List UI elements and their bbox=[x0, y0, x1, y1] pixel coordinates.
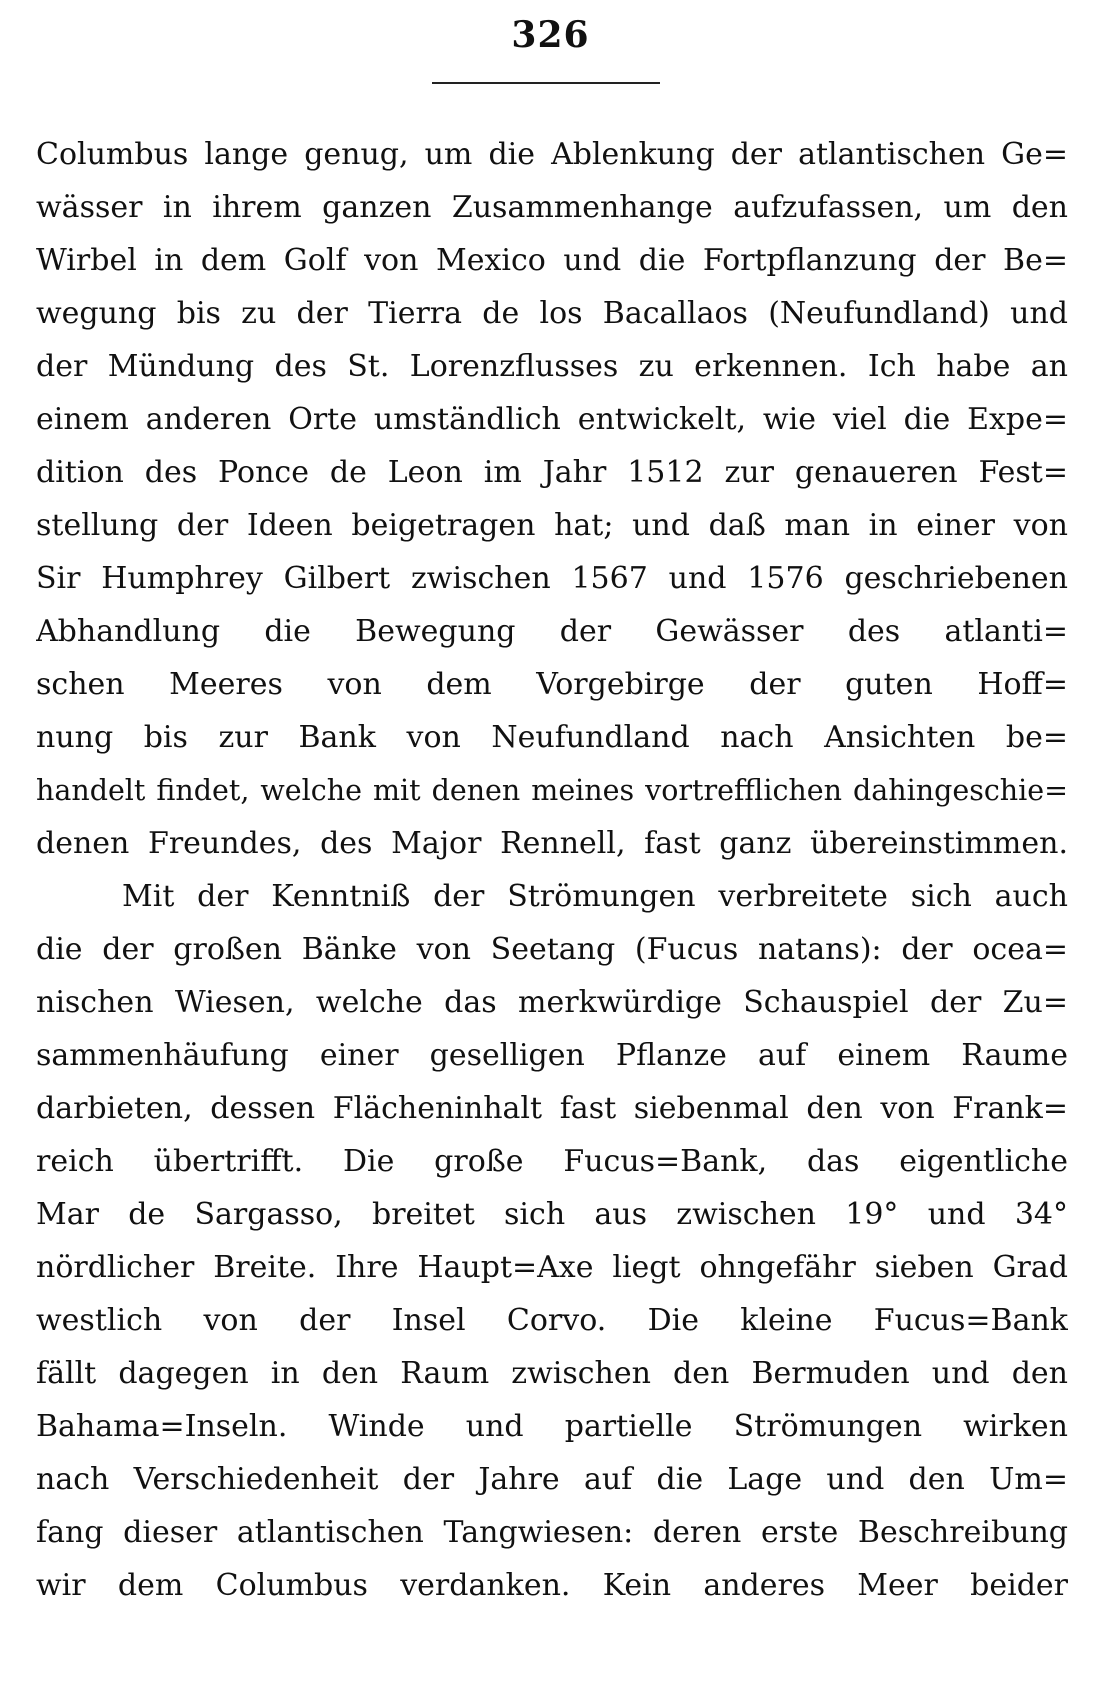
text-line: der Mündung des St. Lorenzflusses zu erkennen. Ich habe an bbox=[36, 349, 1068, 384]
text-line: Bahama=Inseln. Winde und partielle Strömungen wirken bbox=[36, 1409, 1068, 1444]
text-line: Wirbel in dem Golf von Mexico und die Fortpflanzung der Be= bbox=[36, 243, 1068, 278]
text-line: dition des Ponce de Leon im Jahr 1512 zur genaueren Fest= bbox=[36, 455, 1068, 490]
text-line: Abhandlung die Bewegung der Gewässer des atlanti= bbox=[36, 614, 1068, 649]
text-line: Mar de Sargasso, breitet sich aus zwischen 19° und 34° bbox=[36, 1197, 1068, 1232]
text-line: darbieten, dessen Flächeninhalt fast siebenmal den von Frank= bbox=[36, 1091, 1068, 1126]
text-line: nischen Wiesen, welche das merkwürdige Schauspiel der Zu= bbox=[36, 985, 1068, 1020]
body-text bbox=[36, 128, 1068, 1612]
text-line: stellung der Ideen beigetragen hat; und daß man in einer von bbox=[36, 508, 1068, 543]
text-line: Columbus lange genug, um die Ablenkung der atlantischen Ge= bbox=[36, 137, 1068, 172]
text-line: reich übertrifft. Die große Fucus=Bank, das eigentliche bbox=[36, 1144, 1068, 1179]
text-line: westlich von der Insel Corvo. Die kleine Fucus=Bank bbox=[36, 1303, 1068, 1338]
header-rule bbox=[432, 82, 660, 84]
text-line: die der großen Bänke von Seetang (Fucus natans): der ocea= bbox=[36, 932, 1068, 967]
text-line: denen Freundes, des Major Rennell, fast ganz übereinstimmen. bbox=[36, 826, 1068, 861]
text-line: nach Verschiedenheit der Jahre auf die Lage und den Um= bbox=[36, 1462, 1068, 1497]
text-line: einem anderen Orte umständlich entwickelt, wie viel die Expe= bbox=[36, 402, 1068, 437]
paragraph-first-line: Mit der Kenntniß der Strömungen verbreitete sich auch bbox=[122, 879, 1068, 914]
page-number: 326 bbox=[511, 14, 590, 56]
text-line: wegung bis zu der Tierra de los Bacallaos (Neufundland) und bbox=[36, 296, 1068, 331]
text-line: nördlicher Breite. Ihre Haupt=Axe liegt ohngefähr sieben Grad bbox=[36, 1250, 1068, 1285]
text-line: sammenhäufung einer geselligen Pflanze auf einem Raume bbox=[36, 1038, 1068, 1073]
text-line: fang dieser atlantischen Tangwiesen: deren erste Beschreibung bbox=[36, 1515, 1068, 1550]
text-line: schen Meeres von dem Vorgebirge der guten Hoff= bbox=[36, 667, 1068, 702]
text-line: handelt findet, welche mit denen meines vortrefflichen dahingeschie= bbox=[36, 774, 1068, 807]
text-line: nung bis zur Bank von Neufundland nach Ansichten be= bbox=[36, 720, 1068, 755]
text-line: Sir Humphrey Gilbert zwischen 1567 und 1576 geschriebenen bbox=[36, 561, 1068, 596]
text-line: wir dem Columbus verdanken. Kein anderes Meer beider bbox=[36, 1568, 1068, 1603]
text-line: fällt dagegen in den Raum zwischen den Bermuden und den bbox=[36, 1356, 1068, 1391]
text-line: wässer in ihrem ganzen Zusammenhange aufzufassen, um den bbox=[36, 190, 1068, 225]
